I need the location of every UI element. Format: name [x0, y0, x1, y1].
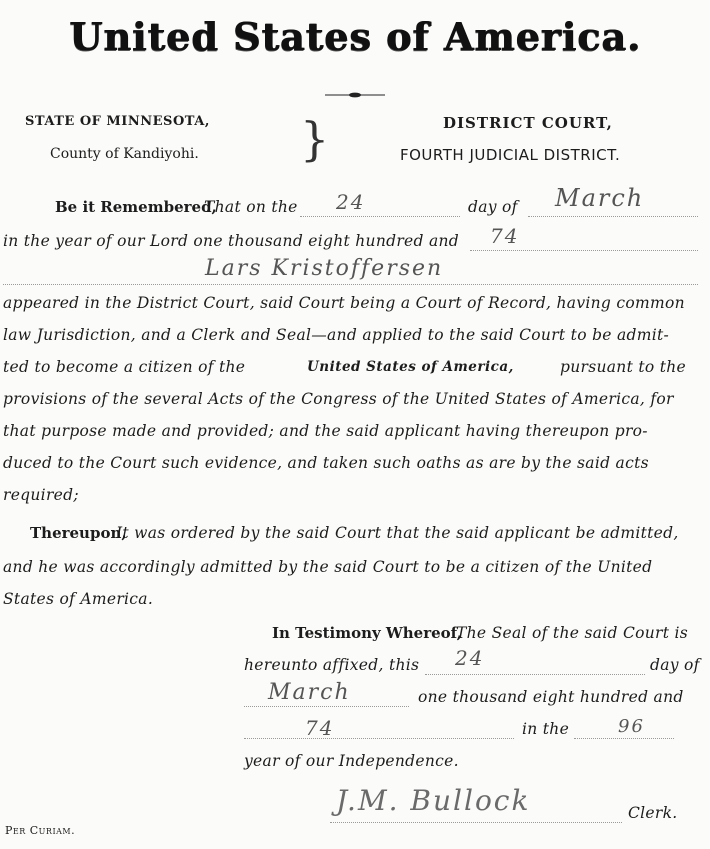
clerk-label: Clerk.: [628, 804, 678, 822]
para1-line6: duced to the Court such evidence, and taken such oaths as are by the said acts: [3, 454, 649, 472]
remembered-text1: That on the: [204, 198, 298, 216]
testimony-line2b: day of: [650, 656, 700, 674]
para2-line3: States of America.: [3, 590, 154, 608]
month-field-line: [528, 216, 698, 217]
clerk-signature: J.M. Bullock: [336, 784, 531, 817]
para1-line7: required;: [3, 486, 79, 504]
document-title: United States of America.: [69, 14, 641, 59]
para1-line4: provisions of the several Acts of the Congress of the United States of America, for: [3, 390, 674, 408]
court-label: DISTRICT COURT,: [443, 114, 613, 132]
testimony-line2a: hereunto affixed, this: [244, 656, 420, 674]
district-label: FOURTH JUDICIAL DISTRICT.: [400, 146, 621, 164]
testimony-month-handwritten: March: [268, 680, 351, 705]
testimony-line5: year of our Independence.: [244, 752, 459, 770]
para1-line5: that purpose made and provided; and the said applicant having thereupon pro-: [3, 422, 648, 440]
testimony-year-handwritten: 74: [305, 716, 335, 740]
para1-line3b: pursuant to the: [560, 358, 687, 376]
testimony-month-line: [244, 706, 409, 707]
ornament-divider: [325, 92, 385, 98]
remembered-lead: Be it Remembered,: [55, 198, 217, 216]
testimony-day-line: [425, 674, 645, 675]
applicant-handwritten: Lars Kristoffersen: [205, 256, 444, 281]
header-bracket: }: [300, 112, 330, 166]
para1-line3a: ted to become a citizen of the: [3, 358, 246, 376]
testimony-line4: in the: [522, 720, 570, 738]
para2-lead: Thereupon,: [30, 524, 127, 542]
para1-line3-emph: United States of America,: [307, 359, 514, 375]
testimony-line3: one thousand eight hundred and: [418, 688, 684, 706]
testimony-lead: In Testimony Whereof,: [272, 624, 463, 642]
testimony-day-handwritten: 24: [455, 646, 485, 670]
applicant-field-line: [3, 284, 698, 285]
para1-line1: appeared in the District Court, said Court being a Court of Record, having common: [3, 294, 685, 312]
county-label: County of Kandiyohi.: [50, 146, 199, 162]
year-field-line: [470, 250, 698, 251]
day-field-line: [300, 216, 460, 217]
year-handwritten: 74: [490, 224, 520, 248]
independence-year-handwritten: 96: [618, 716, 645, 737]
day-handwritten: 24: [336, 190, 366, 214]
year-text: in the year of our Lord one thousand eight hundred and: [3, 232, 460, 250]
para2-line1: It was ordered by the said Court that the said applicant be admitted,: [116, 524, 679, 542]
month-handwritten: March: [555, 184, 645, 212]
state-label: STATE OF MINNESOTA,: [25, 114, 210, 129]
testimony-line1: The Seal of the said Court is: [456, 624, 688, 642]
independence-year-line: [574, 738, 674, 739]
para1-line2: law Jurisdiction, and a Clerk and Seal—and applied to the said Court to be admit-: [3, 326, 670, 344]
per-curiam-label: Per Curiam.: [5, 824, 76, 837]
testimony-year-line: [244, 738, 514, 739]
para2-line2: and he was accordingly admitted by the said Court to be a citizen of the United: [3, 558, 653, 576]
remembered-text2: day of: [468, 198, 518, 216]
signature-line: [330, 822, 622, 823]
